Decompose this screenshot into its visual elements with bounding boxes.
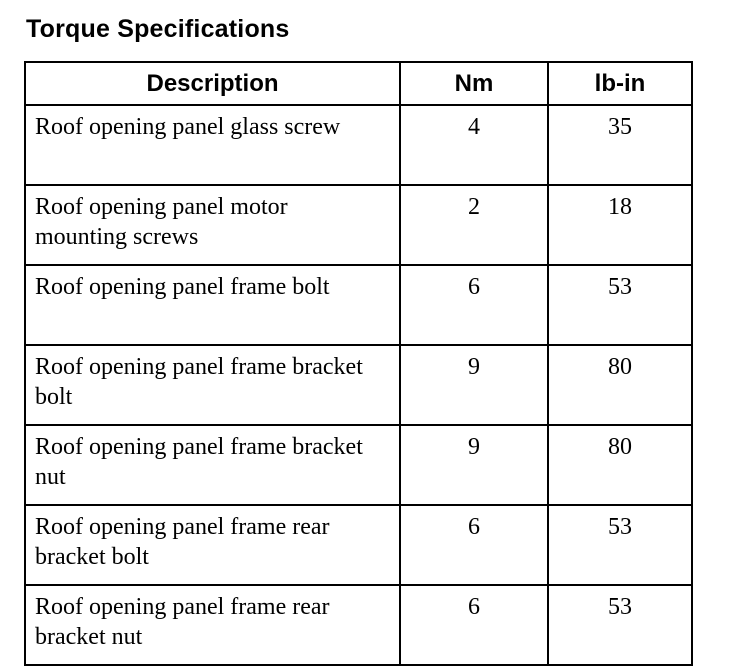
cell-description: Roof opening panel frame rear bracket nut bbox=[25, 585, 400, 665]
page-title: Torque Specifications bbox=[26, 15, 290, 43]
table-row bbox=[25, 265, 692, 345]
cell-nm: 6 bbox=[400, 505, 548, 585]
table-header-row bbox=[25, 62, 692, 105]
table-row bbox=[25, 585, 692, 665]
cell-description: Roof opening panel motor mounting screws bbox=[25, 185, 400, 265]
cell-lb-in: 80 bbox=[548, 425, 692, 505]
cell-lb-in: 53 bbox=[548, 505, 692, 585]
column-header-description: Description bbox=[25, 62, 400, 105]
table-row bbox=[25, 505, 692, 585]
table-row bbox=[25, 185, 692, 265]
cell-lb-in: 53 bbox=[548, 265, 692, 345]
cell-lb-in: 35 bbox=[548, 105, 692, 185]
cell-nm: 2 bbox=[400, 185, 548, 265]
column-header-nm: Nm bbox=[400, 62, 548, 105]
cell-lb-in: 80 bbox=[548, 345, 692, 425]
cell-lb-in: 53 bbox=[548, 585, 692, 665]
cell-nm: 4 bbox=[400, 105, 548, 185]
cell-description: Roof opening panel glass screw bbox=[25, 105, 400, 185]
cell-nm: 6 bbox=[400, 265, 548, 345]
cell-description: Roof opening panel frame bolt bbox=[25, 265, 400, 345]
cell-nm: 6 bbox=[400, 585, 548, 665]
torque-spec-table bbox=[24, 61, 693, 666]
table-row bbox=[25, 105, 692, 185]
cell-nm: 9 bbox=[400, 345, 548, 425]
cell-description: Roof opening panel frame bracket nut bbox=[25, 425, 400, 505]
cell-lb-in: 18 bbox=[548, 185, 692, 265]
cell-description: Roof opening panel frame rear bracket bolt bbox=[25, 505, 400, 585]
table-row bbox=[25, 345, 692, 425]
cell-nm: 9 bbox=[400, 425, 548, 505]
table-row bbox=[25, 425, 692, 505]
column-header-lb-in: lb-in bbox=[548, 62, 692, 105]
cell-description: Roof opening panel frame bracket bolt bbox=[25, 345, 400, 425]
